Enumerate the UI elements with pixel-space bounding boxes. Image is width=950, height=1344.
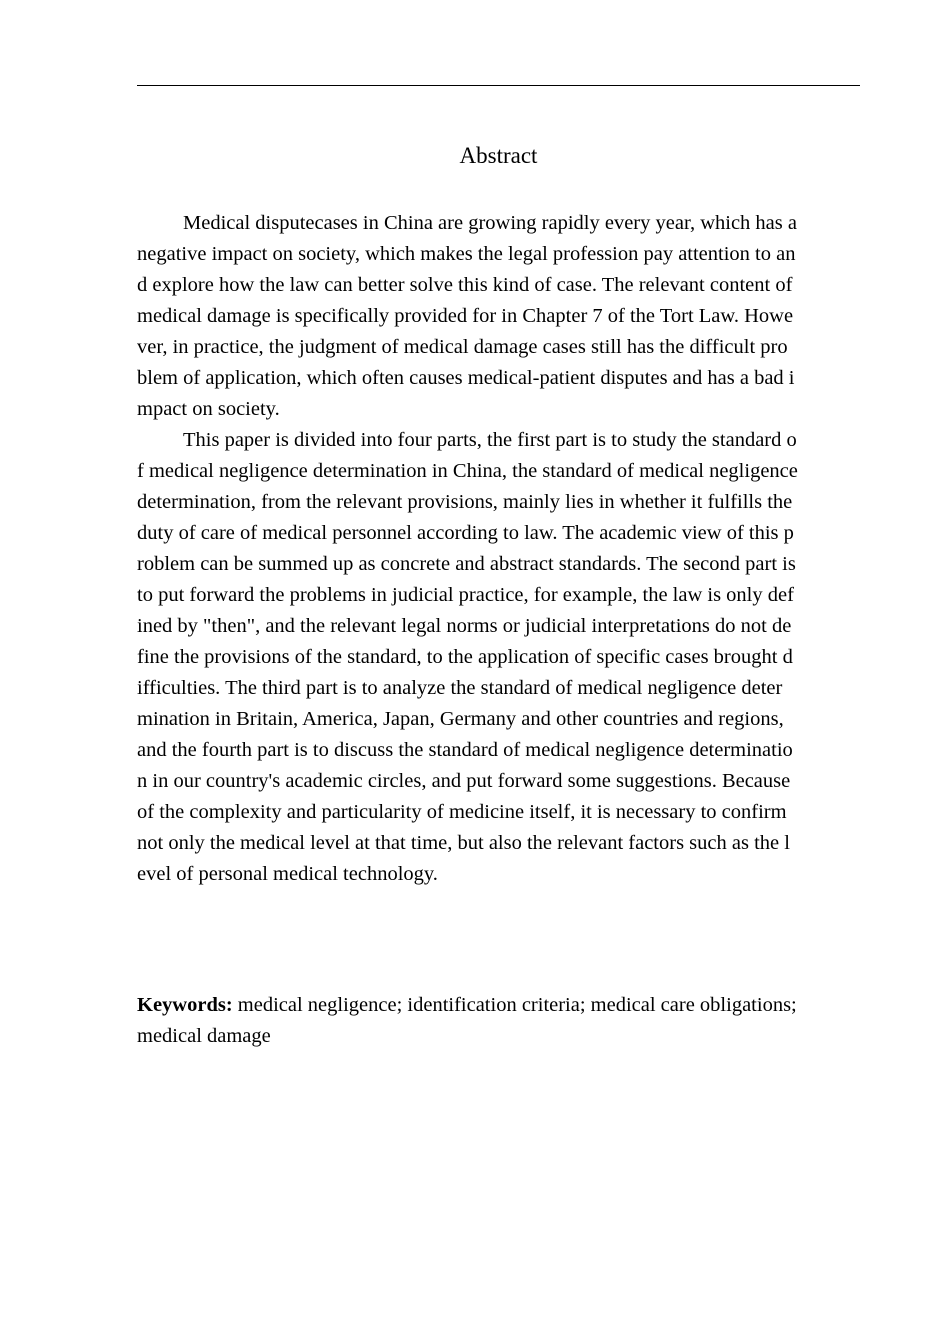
text-line: ifficulties. The third part is to analyze the standard of medical negligence deter [137,677,783,699]
text-line: of the complexity and particularity of medicine itself, it is necessary to confirm [137,801,787,823]
text-line: n in our country's academic circles, and put forward some suggestions. Because [137,770,791,792]
keywords-label: Keywords: [137,994,233,1016]
text-line: mpact on society. [137,398,280,420]
keywords-section [137,990,860,1052]
text-line: mination in Britain, America, Japan, Germany and other countries and regions, [137,708,784,730]
text-line: ined by "then", and the relevant legal norms or judicial interpretations do not de [137,615,792,637]
text-line: evel of personal medical technology. [137,863,438,885]
keywords-line-2: medical damage [137,1025,271,1047]
text-line: to put forward the problems in judicial practice, for example, the law is only def [137,584,794,606]
text-line: d explore how the law can better solve this kind of case. The relevant content of [137,274,793,296]
abstract-paragraph-1 [137,208,860,425]
text-line: This paper is divided into four parts, the first part is to study the standard o [183,429,797,451]
keywords-text: medical negligence; identification criteria; medical care obligations; [232,994,797,1016]
abstract-paragraph-2 [137,425,860,890]
text-line: and the fourth part is to discuss the standard of medical negligence determinatio [137,739,793,761]
text-line: negative impact on society, which makes the legal profession pay attention to an [137,243,796,265]
header-rule [137,85,860,86]
text-line: medical damage is specifically provided for in Chapter 7 of the Tort Law. Howe [137,305,794,327]
text-line: Medical disputecases in China are growing rapidly every year, which has a [183,212,797,234]
text-line: roblem can be summed up as concrete and abstract standards. The second part is [137,553,796,575]
text-line: duty of care of medical personnel according to law. The academic view of this p [137,522,794,544]
abstract-body [137,208,860,890]
text-line: not only the medical level at that time, but also the relevant factors such as the l [137,832,790,854]
text-line: blem of application, which often causes medical-patient disputes and has a bad i [137,367,795,389]
text-line: determination, from the relevant provisions, mainly lies in whether it fulfills the [137,491,793,513]
keywords-line-1 [137,990,860,1021]
abstract-title: Abstract [459,143,538,168]
text-line: ver, in practice, the judgment of medical damage cases still has the difficult pro [137,336,788,358]
text-line: f medical negligence determination in China, the standard of medical negligence [137,460,798,482]
text-line: fine the provisions of the standard, to the application of specific cases brought d [137,646,793,668]
